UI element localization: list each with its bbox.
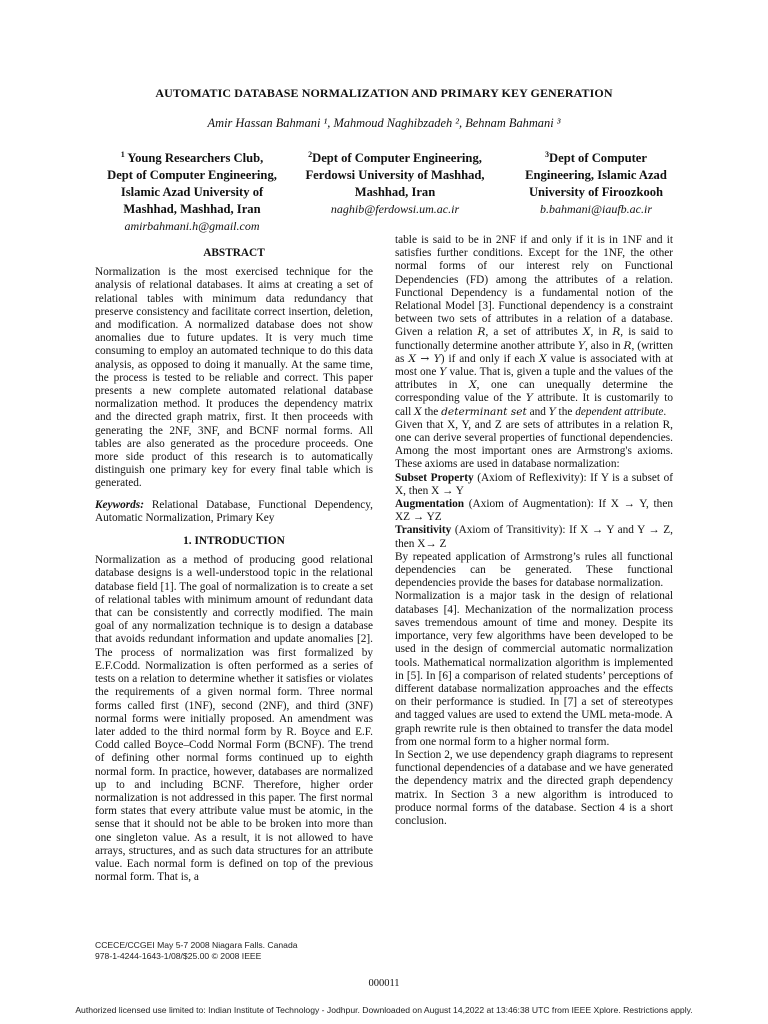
fd-paragraph [395,234,673,419]
right-column [395,234,673,828]
affiliation-1-sup: 1 [120,150,125,159]
sections-paragraph: In Section 2, we use dependency graph diagrams to represent functional dependencies of a database and we have generated the dependency matrix and the directed graph dependency matrix. In Section 3 a new algorithm is introduced to produce normal forms of the database. Section 4 is a short conclusion. [395,748,673,827]
affiliation-3 [504,146,688,218]
authors-line: Amir Hassan Bahmani ¹, Mahmoud Naghibzadeh ², Behnam Bahmani ³ [207,116,561,130]
affiliation-2-sup: 2 [308,150,313,159]
affiliation-2-line-3: Mashhad, Iran [354,185,436,200]
fd-text-8: value is associated with at most one [395,352,673,379]
var-X: X [582,326,591,339]
dependent-attribute-term: dependent attribute [575,405,664,418]
var-R: R [612,326,621,339]
var-Y: Y [525,392,533,405]
normalization-task-paragraph: Normalization is a major task in the design of relational databases [4]. Mechanization of the normalization process saves tremendous amount of time and money. Despite its importance, very few algorithms have been developed to be used in the design of commercial automatic normalization tools. Mathematical normalization algorithm is implemented in [5]. In [6] a comparison of related students’ perceptions of different database normalization approaches and the effects on their performance is studied. In [7] a set of stereotypes and tagged values are used to extend the UML meta-mode. A graph rewrite rule is then obtained to transfer the data model from one normal form to a higher normal form. [395,590,673,748]
affiliation-3-line-1: Dept of Computer [549,151,647,166]
var-X: X [414,405,422,418]
affiliation-1-line-2: Dept of Computer Engineering, [107,168,277,183]
fd-text-11: attribute. It is customarily to call [395,392,673,418]
fd-text-2: , a set of attributes [485,326,583,339]
augmentation-text: (Axiom of Augmentation): If X → Y, then XZ → YZ [395,498,673,524]
var-R: R [623,339,632,352]
subset-property [395,472,673,498]
transitivity-label: Transitivity [395,524,452,537]
fd-text-1: table is said to be in 2NF if and only if it is in 1NF and it satisfies further conditions. Except for the 1NF, the other normal forms of our interest rely on Functional Dependencies (FD) among the attributes of a relation. Functional Dependency is a fundamental notion of the Relational Model [3]. Functional dependency is a constraint between two sets of attributes in a relation of a database. Given a relation [395,234,673,339]
subset-label: Subset Property [395,471,474,484]
fd-expression: X → Y [408,352,441,365]
isbn-line: 978-1-4244-1643-1/08/$25.00 © 2008 IEEE [95,951,262,961]
affiliation-2-email[interactable]: naghib@ferdowsi.um.ac.ir [330,202,460,217]
armstrong-rules-paragraph: By repeated application of Armstrong’s rules all functional dependencies can be generated. These functional dependencies provide the bases for database normalization. [395,550,673,590]
augmentation-property [395,498,673,524]
affiliation-1-line-1: Young Researchers Club, [127,151,264,166]
license-notice: Authorized licensed use limited to: Indian Institute of Technology - Jodhpur. Downloaded on August 14,2022 at 13:46:38 UTC from IEEE Xplore. Restrictions apply. [75,1005,693,1015]
var-Y: Y [577,339,585,352]
keywords [95,499,373,525]
abstract-heading: ABSTRACT [203,247,265,259]
var-Y: Y [439,366,447,379]
conference-footer [95,940,375,962]
introduction-text: Normalization as a method of producing good relational database designs is a well-understood topic in the relational database field [1]. The goal of normalization is to create a set of relational tables with minimum amount of redundant data that can be consistently and correctly modified. The main goal of any normalization technique is to design a database that avoids redundant information and update anomalies [2]. The process of normalization was first formalized by E.F.Codd. Normalization is often performed as a series of tests on a relation to determine whether it satisfies or violates the requirements of a given normal form. Three normal forms called first (1NF), second (2NF), and third (3NF) normal forms were initially proposed. An amendment was later added to the third normal form by R. Boyce and E.F. Codd called Boyce–Codd Normal Form (BCNF). The trend of defining other normal forms continued up to eighth normal form. In practice, however, databases are normalized up to and including BCNF. Therefore, higher order normalization is not addressed in this paper. The first normal form states that every attribute value must be atomic, in the sense that it should not be able to be broken into more than one singleton value. As a result, it is not allowed to have arrays, structures, and as such data structures for an attribute value. Each normal form is defined on top of the previous normal form. That is, a [95,554,373,884]
fd-text-7: ) if and only if each [440,352,540,365]
fd-text-13: and [526,405,549,418]
augmentation-label: Augmentation [395,498,465,511]
affiliation-2 [288,146,502,218]
paper-title: AUTOMATIC DATABASE NORMALIZATION AND PRIMARY KEY GENERATION [155,86,613,100]
fd-text-3: , in [590,326,613,339]
fd-text-5: , also in [584,339,624,352]
var-X: X [539,352,547,365]
affiliation-3-line-3: University of Firoozkooh [528,185,664,200]
determinant-set-term: determinant set [441,405,527,418]
left-column [95,245,373,884]
var-X: X [469,379,477,392]
keywords-label: Keywords: [95,498,144,511]
affiliation-1-line-4: Mashhad, Mashhad, Iran [123,202,261,217]
affiliation-1 [92,146,292,235]
affiliation-1-email[interactable]: amirbahmani.h@gmail.com [124,219,260,234]
subset-text: (Axiom of Reflexivity): If Y is a subset of X, then X → Y [395,471,673,497]
transitivity-text: (Axiom of Transitivity): If X → Y and Y → Z, then X→ Z [395,524,673,550]
fd-text-12: the [421,405,442,418]
affiliation-3-line-2: Engineering, Islamic Azad [525,168,667,183]
page-number: 000011 [368,978,400,989]
fd-text-6: , (written as [395,339,673,365]
var-R: R [477,326,486,339]
transitivity-property [395,524,673,550]
affiliation-1-line-3: Islamic Azad University of [120,185,264,200]
keywords-text: Relational Database, Functional Dependency, Automatic Normalization, Primary Key [95,498,373,524]
fd-text-9: value. That is, given a tuple and the values of the attributes in [395,366,673,392]
affiliation-3-sup: 3 [545,150,550,159]
affiliation-2-line-1: Dept of Computer Engineering, [312,151,482,166]
fd-text-4: , is said to functionally determine another attribute [395,326,673,352]
conference-line: CCECE/CCGEI May 5-7 2008 Niagara Falls. Canada [95,940,298,950]
fd-text-10: , one can unequally determine the corresponding value of the [395,379,673,405]
abstract-text: Normalization is the most exercised technique for the analysis of relational databases. It aims at creating a set of relational tables with minimum data redundancy that preserve consistency and facilitate correct insertion, deletion, and modification. A normalized database does not show anomalies due to future updates. It is very much time consuming to employ an automated technique to do this data analysis, as opposed to doing it manually. At the same time, the process is tested to be reliable and correct. This paper presents a new complete automated relational database normalization method. It produces the dependency matrix and the directed graph matrix, first. It then proceeds with generating the 2NF, 3NF, and BCNF normal forms. All tables are also generated as the procedure proceeds. One more side product of this research is to automatically distinguish one primary key for every final table which is generated. [95,266,373,490]
var-Y: Y [548,405,556,418]
introduction-heading: 1. INTRODUCTION [183,535,285,548]
affiliation-3-email[interactable]: b.bahmani@iaufb.ac.ir [539,202,653,217]
armstrong-paragraph: Given that X, Y, and Z are sets of attributes in a relation R, one can derive several properties of functional dependencies. Among the most important ones are Armstrong's axioms. These axioms are used in database normalization: [395,418,673,471]
fd-text-14: the [555,405,576,418]
fd-text-15: . [663,405,667,418]
affiliation-2-line-2: Ferdowsi University of Mashhad, [305,168,485,183]
